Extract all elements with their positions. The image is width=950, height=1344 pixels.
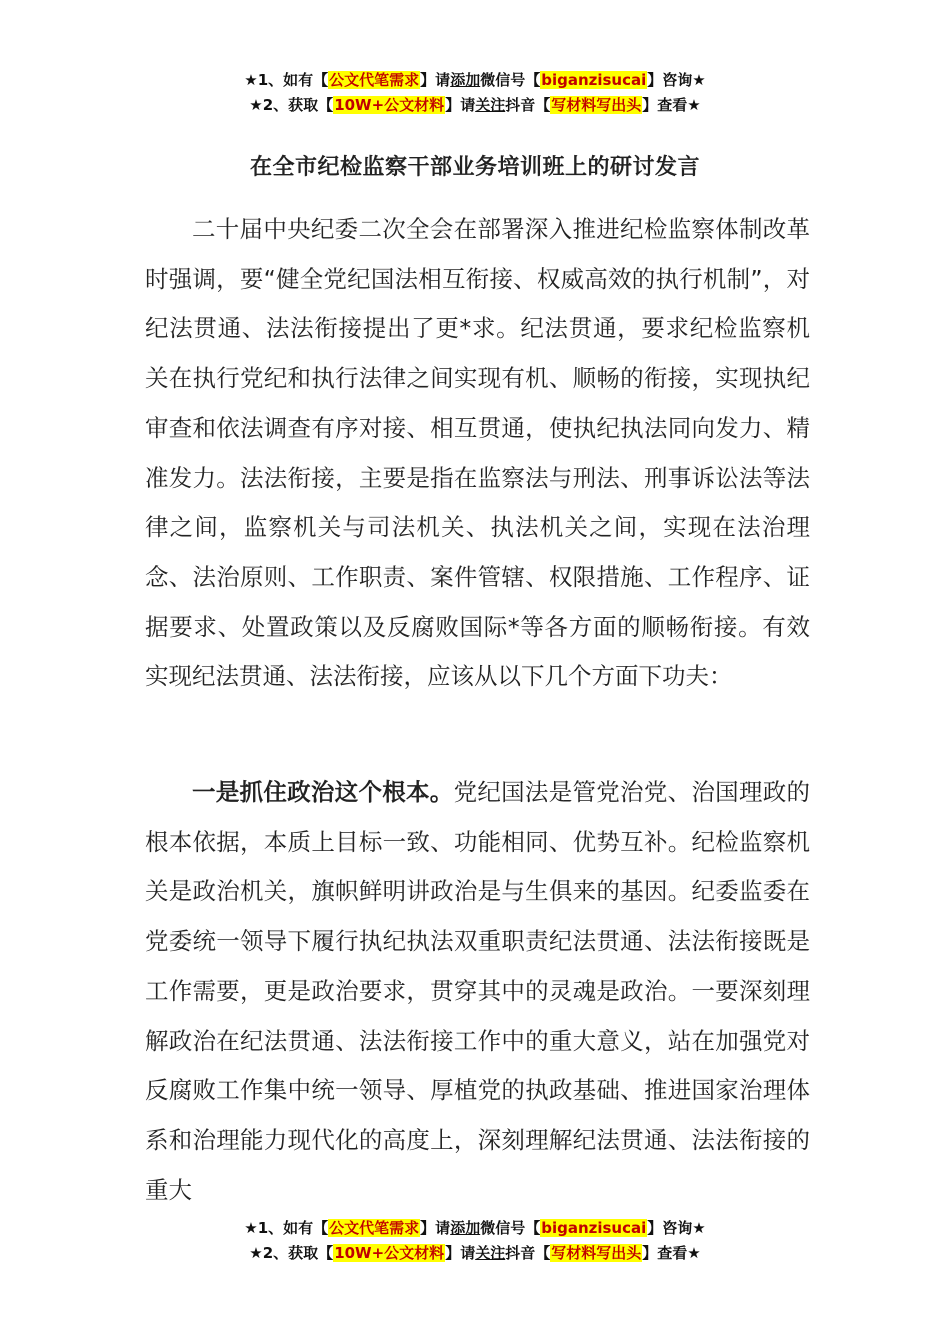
- promo-text: 】查看★: [642, 96, 701, 114]
- promo-text: ★2、获取【: [249, 1244, 334, 1262]
- promo-text: ★1、如有【: [244, 71, 329, 89]
- promo-text: 】咨询★: [647, 71, 706, 89]
- paragraph-body: 党纪国法是管党治党、治国理政的根本依据，本质上目标一致、功能相同、优势互补。纪检监察机关是政治机关，旗帜鲜明讲政治是与生俱来的基因。纪委监委在党委统一领导下履行执纪执法双重职责纪法贯通、法法衔接既是工作需要，更是政治要求，贯穿其中的灵魂是政治。一要深刻理解政治在纪法贯通、法法衔接工作中的重大意义，站在加强党对反腐败工作集中统一领导、厚植党的执政基础、推进国家治理体系和治理能力现代化的高度上，深刻理解纪法贯通、法法衔接的重大: [145, 778, 811, 1204]
- promo-text: 】请: [420, 71, 451, 89]
- promo-text: 抖音【: [505, 1244, 551, 1262]
- promo-underline: 关注: [475, 1244, 506, 1262]
- promo-text: 微信号【: [480, 71, 541, 89]
- promo-text: 】请: [445, 1244, 476, 1262]
- promo-highlight: 公文代笔需求: [329, 71, 420, 89]
- promo-highlight: 10W+公文材料: [334, 96, 445, 114]
- promo-underline: 关注: [475, 96, 506, 114]
- document-title: 在全市纪检监察干部业务培训班上的研讨发言: [249, 155, 700, 180]
- promo-text: ★1、如有【: [244, 1219, 329, 1237]
- paragraph-lead-heading: 一是抓住政治这个根本。: [192, 778, 454, 806]
- promo-line-1: [0, 68, 950, 93]
- promo-banner-bottom: [0, 1216, 950, 1266]
- promo-underline: 添加: [450, 1219, 481, 1237]
- body-paragraph-1: [145, 205, 810, 702]
- promo-text: 】请: [420, 1219, 451, 1237]
- promo-douyin-id: 写材料写出头: [551, 96, 642, 114]
- promo-wechat-id: biganzisucai: [541, 71, 647, 89]
- promo-line-1: [0, 1216, 950, 1241]
- promo-text: 微信号【: [480, 1219, 541, 1237]
- paragraph-text: 二十届中央纪委二次全会在部署深入推进纪检监察体制改革时强调，要“健全党纪国法相互衔接、权威高效的执行机制”，对纪法贯通、法法衔接提出了更*求。纪法贯通，要求纪检监察机关在执行党纪和执行法律之间实现有机、顺畅的衔接，实现执纪审查和依法调查有序对接、相互贯通，使执纪执法同向发力、精准发力。法法衔接，主要是指在监察法与刑法、刑事诉讼法等法律之间，监察机关与司法机关、执法机关之间，实现在法治理念、法治原则、工作职责、案件管辖、权限措施、工作程序、证据要求、处置政策以及反腐败国际*等各方面的顺畅衔接。有效实现纪法贯通、法法衔接，应该从以下几个方面下功夫：: [145, 215, 810, 691]
- promo-wechat-id: biganzisucai: [541, 1219, 647, 1237]
- promo-text: ★2、获取【: [249, 96, 334, 114]
- promo-line-2: [0, 93, 950, 118]
- promo-douyin-id: 写材料写出头: [551, 1244, 642, 1262]
- promo-line-2: [0, 1241, 950, 1266]
- promo-text: 】请: [445, 96, 476, 114]
- promo-highlight: 公文代笔需求: [329, 1219, 420, 1237]
- promo-text: 】咨询★: [647, 1219, 706, 1237]
- promo-highlight: 10W+公文材料: [334, 1244, 445, 1262]
- paragraph-text: [145, 768, 810, 1215]
- promo-banner-top: [0, 68, 950, 118]
- promo-text: 】查看★: [642, 1244, 701, 1262]
- promo-underline: 添加: [450, 71, 481, 89]
- body-paragraph-2: [145, 768, 810, 1215]
- promo-text: 抖音【: [505, 96, 551, 114]
